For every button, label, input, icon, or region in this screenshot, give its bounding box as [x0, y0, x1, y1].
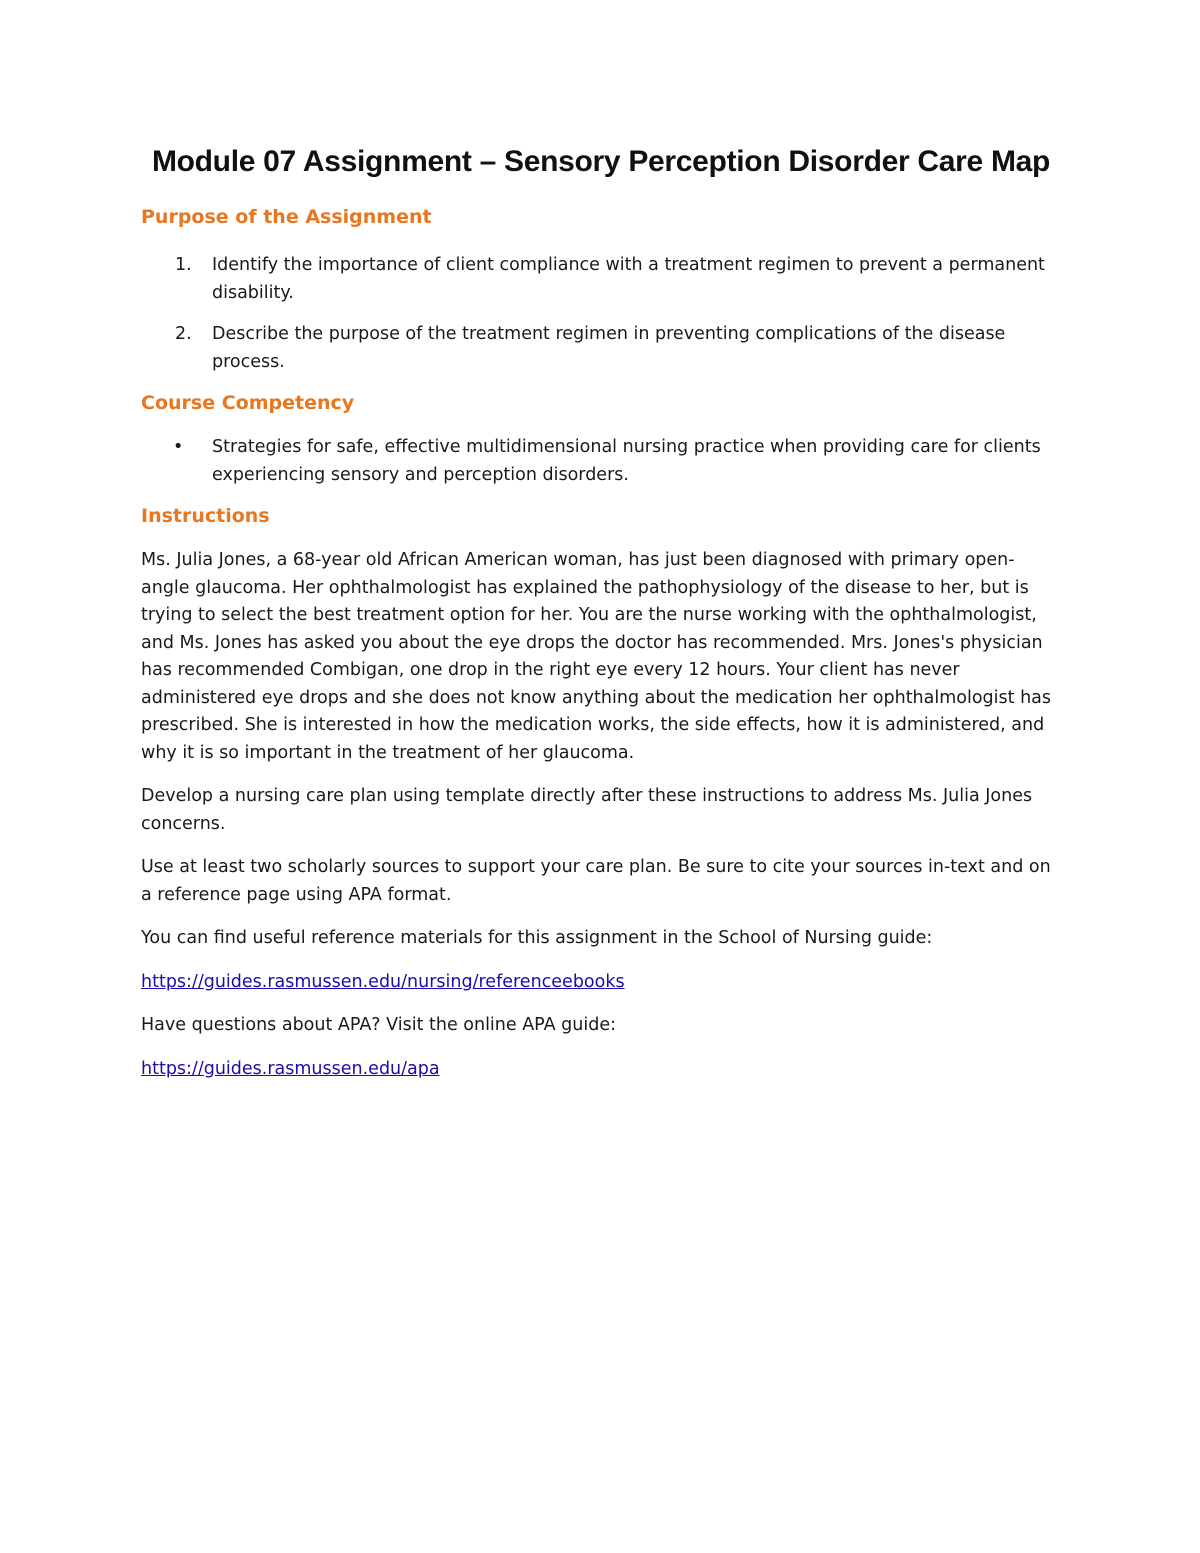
list-item-number: 1. [175, 255, 192, 275]
list-item [141, 321, 1061, 376]
page-title: Module 07 Assignment – Sensory Perception Disorder Care Map [151, 145, 1051, 178]
purpose-heading: Purpose of the Assignment [141, 206, 432, 228]
purpose-list [141, 252, 1061, 376]
case-paragraph: Ms. Julia Jones, a 68-year old African American woman, has just been diagnosed with primary open-angle glaucoma. Her ophthalmologist has explained the pathophysiology of the disease to her, but is trying to select the best treatment option for her. You are the nurse working with the ophthalmologist, and Ms. Jones has asked you about the eye drops the doctor has recommended. Mrs. Jones's physician has recommended Combigan, one drop in the right eye every 12 hours. Your client has never administered eye drops and she does not know anything about the medication her ophthalmologist has prescribed. She is interested in how the medication works, the side effects, how it is administered, and why it is so important in the treatment of her glaucoma. [141, 550, 1051, 763]
list-item [141, 252, 1061, 307]
instructions-heading: Instructions [141, 505, 270, 527]
list-item-text: Identify the importance of client compliance with a treatment regimen to prevent a permanent disability. [212, 255, 1045, 303]
list-item-text: Strategies for safe, effective multidimensional nursing practice when providing care for clients experiencing sensory and perception disorders. [212, 437, 1041, 485]
competency-list [141, 434, 1061, 489]
list-item [141, 434, 1061, 489]
apa-intro: Have questions about APA? Visit the online APA guide: [141, 1015, 616, 1035]
competency-heading: Course Competency [141, 392, 355, 414]
reference-ebooks-link[interactable]: https://guides.rasmussen.edu/nursing/referenceebooks [141, 971, 625, 992]
apa-guide-link[interactable]: https://guides.rasmussen.edu/apa [141, 1058, 440, 1079]
care-plan-paragraph: Develop a nursing care plan using template directly after these instructions to address Ms. Julia Jones concerns. [141, 786, 1033, 834]
apa-link-line [141, 1056, 1061, 1084]
list-item-number: 2. [175, 324, 192, 344]
reference-link-line [141, 969, 1061, 997]
list-item-text: Describe the purpose of the treatment regimen in preventing complications of the disease process. [212, 324, 1006, 372]
instructions-body [141, 547, 1061, 1083]
bullet-icon: • [173, 437, 184, 457]
document-content [141, 138, 1061, 1099]
reference-intro: You can find useful reference materials for this assignment in the School of Nursing guide: [141, 928, 933, 948]
sources-paragraph: Use at least two scholarly sources to support your care plan. Be sure to cite your sources in-text and on a reference page using APA format. [141, 857, 1051, 905]
